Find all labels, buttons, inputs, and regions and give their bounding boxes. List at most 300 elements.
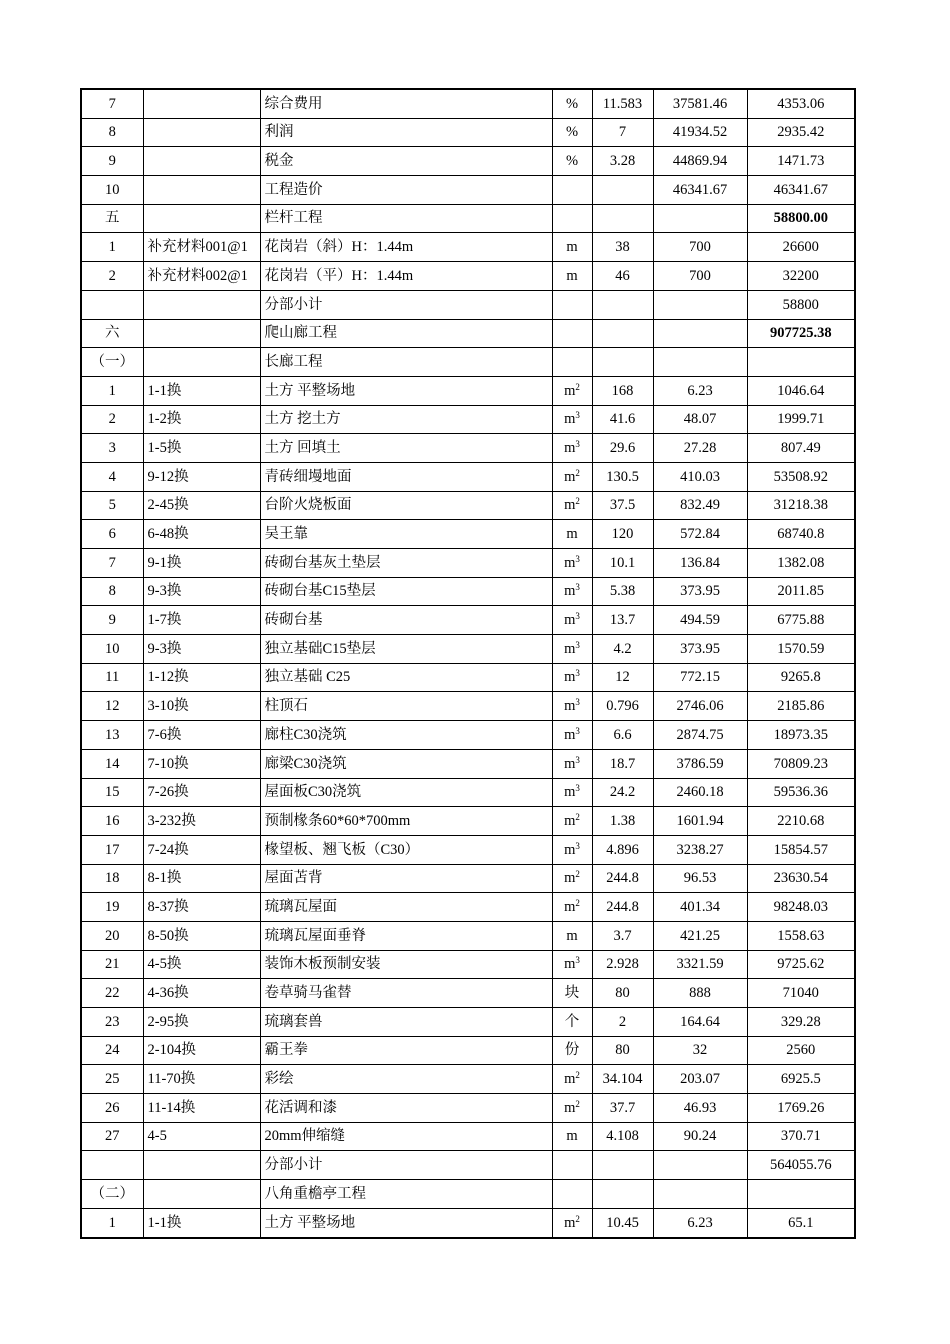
quota-code-cell: [143, 118, 260, 147]
table-row: [81, 462, 855, 491]
quota-code-cell: [143, 89, 260, 118]
quantity-cell: 168: [592, 376, 653, 405]
unit-cell: %: [552, 89, 592, 118]
amount-cell: 2011.85: [747, 577, 855, 606]
amount-cell: 71040: [747, 979, 855, 1008]
item-number-cell: 9: [81, 147, 143, 176]
unit-price-cell: 41934.52: [653, 118, 747, 147]
item-name-cell: 屋面苫背: [260, 864, 552, 893]
quantity-cell: [592, 1180, 653, 1209]
unit-price-cell: 421.25: [653, 921, 747, 950]
table-row: [81, 176, 855, 205]
quota-code-cell: 8-50换: [143, 921, 260, 950]
amount-cell: 1769.26: [747, 1094, 855, 1123]
item-number-cell: 1: [81, 233, 143, 262]
unit-price-cell: 203.07: [653, 1065, 747, 1094]
item-number-cell: 5: [81, 491, 143, 520]
table-row: [81, 376, 855, 405]
item-number-cell: 2: [81, 405, 143, 434]
quota-code-cell: 9-1换: [143, 549, 260, 578]
unit-price-cell: 6.23: [653, 376, 747, 405]
unit-price-cell: 772.15: [653, 663, 747, 692]
item-name-cell: 栏杆工程: [260, 204, 552, 233]
unit-cell: $m^3$: [552, 577, 592, 606]
unit-cell: $m^3$: [552, 405, 592, 434]
amount-cell: 68740.8: [747, 520, 855, 549]
quantity-cell: [592, 1151, 653, 1180]
quota-code-cell: 9-3换: [143, 577, 260, 606]
unit-cell: $m^2$: [552, 376, 592, 405]
quantity-cell: 38: [592, 233, 653, 262]
quantity-cell: 244.8: [592, 893, 653, 922]
quota-code-cell: 7-10换: [143, 749, 260, 778]
unit-price-cell: 136.84: [653, 549, 747, 578]
quantity-cell: 37.7: [592, 1094, 653, 1123]
quota-code-cell: [143, 176, 260, 205]
item-number-cell: 4: [81, 462, 143, 491]
quantity-cell: 0.796: [592, 692, 653, 721]
unit-price-cell: 2746.06: [653, 692, 747, 721]
unit-price-cell: [653, 1151, 747, 1180]
amount-cell: 329.28: [747, 1008, 855, 1037]
quota-code-cell: 补充材料002@1: [143, 262, 260, 291]
quota-code-cell: 9-12换: [143, 462, 260, 491]
item-name-cell: 廊梁C30浇筑: [260, 749, 552, 778]
unit-price-cell: [653, 204, 747, 233]
quota-code-cell: 4-5换: [143, 950, 260, 979]
item-number-cell: （一）: [81, 348, 143, 377]
quota-code-cell: [143, 147, 260, 176]
quota-code-cell: 1-2换: [143, 405, 260, 434]
unit-cell: $m^2$: [552, 462, 592, 491]
table-row: [81, 577, 855, 606]
unit-cell: %: [552, 147, 592, 176]
unit-price-cell: 572.84: [653, 520, 747, 549]
item-number-cell: 9: [81, 606, 143, 635]
item-name-cell: 花岗岩（平）H：1.44m: [260, 262, 552, 291]
amount-cell: 58800: [747, 290, 855, 319]
item-number-cell: 8: [81, 118, 143, 147]
unit-price-cell: 32: [653, 1036, 747, 1065]
item-number-cell: 27: [81, 1122, 143, 1151]
item-number-cell: 13: [81, 721, 143, 750]
item-name-cell: 台阶火烧板面: [260, 491, 552, 520]
item-number-cell: 21: [81, 950, 143, 979]
item-number-cell: 10: [81, 176, 143, 205]
unit-cell: $m^3$: [552, 721, 592, 750]
quantity-cell: 37.5: [592, 491, 653, 520]
unit-cell: $m^3$: [552, 635, 592, 664]
quota-code-cell: 1-1换: [143, 1208, 260, 1237]
quantity-cell: 29.6: [592, 434, 653, 463]
quantity-cell: 5.38: [592, 577, 653, 606]
unit-cell: [552, 319, 592, 348]
item-name-cell: 砖砌台基: [260, 606, 552, 635]
unit-price-cell: 3238.27: [653, 835, 747, 864]
unit-price-cell: [653, 319, 747, 348]
item-name-cell: 琉璃瓦屋面: [260, 893, 552, 922]
item-name-cell: 土方 平整场地: [260, 376, 552, 405]
quantity-cell: [592, 290, 653, 319]
item-number-cell: 24: [81, 1036, 143, 1065]
table-row: [81, 1208, 855, 1237]
quota-code-cell: [143, 1151, 260, 1180]
quota-code-cell: 1-5换: [143, 434, 260, 463]
quota-code-cell: 3-232换: [143, 807, 260, 836]
table-row: [81, 405, 855, 434]
unit-price-cell: 401.34: [653, 893, 747, 922]
quantity-cell: 4.896: [592, 835, 653, 864]
quantity-cell: 18.7: [592, 749, 653, 778]
amount-cell: 98248.03: [747, 893, 855, 922]
table-row: [81, 118, 855, 147]
unit-cell: [552, 348, 592, 377]
quantity-cell: 41.6: [592, 405, 653, 434]
unit-price-cell: [653, 348, 747, 377]
quota-code-cell: 3-10换: [143, 692, 260, 721]
item-number-cell: 15: [81, 778, 143, 807]
unit-price-cell: 3321.59: [653, 950, 747, 979]
unit-price-cell: 373.95: [653, 635, 747, 664]
item-name-cell: 廊柱C30浇筑: [260, 721, 552, 750]
unit-cell: 块: [552, 979, 592, 1008]
amount-cell: 1558.63: [747, 921, 855, 950]
item-name-cell: 吴王靠: [260, 520, 552, 549]
unit-price-cell: 2874.75: [653, 721, 747, 750]
quantity-cell: 34.104: [592, 1065, 653, 1094]
unit-price-cell: 700: [653, 233, 747, 262]
quota-code-cell: [143, 348, 260, 377]
item-name-cell: 花活调和漆: [260, 1094, 552, 1123]
table-row: [81, 549, 855, 578]
quota-code-cell: 11-14换: [143, 1094, 260, 1123]
unit-cell: $m^2$: [552, 1208, 592, 1237]
item-name-cell: 青砖细墁地面: [260, 462, 552, 491]
quota-code-cell: 1-7换: [143, 606, 260, 635]
unit-price-cell: 700: [653, 262, 747, 291]
table-row: [81, 663, 855, 692]
quota-code-cell: 1-1换: [143, 376, 260, 405]
quantity-cell: 13.7: [592, 606, 653, 635]
item-name-cell: 利润: [260, 118, 552, 147]
table-row: [81, 262, 855, 291]
unit-cell: [552, 204, 592, 233]
quota-code-cell: 4-5: [143, 1122, 260, 1151]
quantity-cell: 244.8: [592, 864, 653, 893]
amount-cell: 370.71: [747, 1122, 855, 1151]
item-name-cell: 爬山廊工程: [260, 319, 552, 348]
unit-cell: $m^3$: [552, 549, 592, 578]
table-row: [81, 290, 855, 319]
item-number-cell: [81, 1151, 143, 1180]
item-name-cell: 霸王拳: [260, 1036, 552, 1065]
item-name-cell: 独立基础C15垫层: [260, 635, 552, 664]
amount-cell: 15854.57: [747, 835, 855, 864]
unit-price-cell: 1601.94: [653, 807, 747, 836]
quantity-cell: 1.38: [592, 807, 653, 836]
amount-cell: 1471.73: [747, 147, 855, 176]
item-name-cell: 分部小计: [260, 290, 552, 319]
unit-price-cell: 90.24: [653, 1122, 747, 1151]
unit-price-cell: 494.59: [653, 606, 747, 635]
amount-cell: 9265.8: [747, 663, 855, 692]
quota-code-cell: 1-12换: [143, 663, 260, 692]
item-name-cell: 独立基础 C25: [260, 663, 552, 692]
item-name-cell: 预制椽条60*60*700mm: [260, 807, 552, 836]
table-row: [81, 1151, 855, 1180]
amount-cell: 2560: [747, 1036, 855, 1065]
table-row: [81, 921, 855, 950]
amount-cell: 58800.00: [747, 204, 855, 233]
amount-cell: 907725.38: [747, 319, 855, 348]
item-number-cell: 19: [81, 893, 143, 922]
unit-cell: m: [552, 262, 592, 291]
table-row: [81, 434, 855, 463]
quantity-cell: 2.928: [592, 950, 653, 979]
unit-cell: m: [552, 520, 592, 549]
quota-code-cell: [143, 319, 260, 348]
quantity-cell: 3.28: [592, 147, 653, 176]
quantity-cell: 4.2: [592, 635, 653, 664]
unit-price-cell: 373.95: [653, 577, 747, 606]
unit-price-cell: 164.64: [653, 1008, 747, 1037]
item-number-cell: 7: [81, 89, 143, 118]
table-row: [81, 749, 855, 778]
item-number-cell: 22: [81, 979, 143, 1008]
quota-code-cell: 9-3换: [143, 635, 260, 664]
unit-price-cell: [653, 1180, 747, 1209]
table-row: [81, 893, 855, 922]
unit-cell: $m^2$: [552, 1065, 592, 1094]
unit-price-cell: 2460.18: [653, 778, 747, 807]
item-name-cell: 砖砌台基C15垫层: [260, 577, 552, 606]
item-number-cell: 16: [81, 807, 143, 836]
table-row: [81, 635, 855, 664]
amount-cell: 6925.5: [747, 1065, 855, 1094]
amount-cell: 18973.35: [747, 721, 855, 750]
unit-cell: $m^2$: [552, 491, 592, 520]
unit-cell: [552, 1151, 592, 1180]
amount-cell: [747, 348, 855, 377]
item-name-cell: 琉璃瓦屋面垂脊: [260, 921, 552, 950]
item-name-cell: 20mm伸缩缝: [260, 1122, 552, 1151]
item-number-cell: 17: [81, 835, 143, 864]
quantity-cell: [592, 176, 653, 205]
quota-code-cell: 11-70换: [143, 1065, 260, 1094]
unit-cell: $m^3$: [552, 663, 592, 692]
unit-price-cell: 410.03: [653, 462, 747, 491]
amount-cell: 9725.62: [747, 950, 855, 979]
table-row: [81, 950, 855, 979]
quota-code-cell: [143, 290, 260, 319]
quota-code-cell: 补充材料001@1: [143, 233, 260, 262]
table-row: [81, 520, 855, 549]
quantity-cell: 2: [592, 1008, 653, 1037]
item-number-cell: 23: [81, 1008, 143, 1037]
item-name-cell: 土方 平整场地: [260, 1208, 552, 1237]
item-number-cell: 五: [81, 204, 143, 233]
amount-cell: 6775.88: [747, 606, 855, 635]
unit-price-cell: 888: [653, 979, 747, 1008]
unit-cell: [552, 1180, 592, 1209]
item-number-cell: 14: [81, 749, 143, 778]
quantity-cell: 11.583: [592, 89, 653, 118]
item-number-cell: 7: [81, 549, 143, 578]
item-name-cell: 彩绘: [260, 1065, 552, 1094]
table-row: [81, 1036, 855, 1065]
quantity-cell: [592, 204, 653, 233]
unit-cell: $m^3$: [552, 835, 592, 864]
quota-code-cell: 4-36换: [143, 979, 260, 1008]
table-row: [81, 319, 855, 348]
table-row: [81, 1008, 855, 1037]
item-number-cell: 12: [81, 692, 143, 721]
quantity-cell: 10.1: [592, 549, 653, 578]
item-name-cell: 八角重檐亭工程: [260, 1180, 552, 1209]
unit-cell: $m^3$: [552, 950, 592, 979]
amount-cell: 807.49: [747, 434, 855, 463]
quantity-cell: 12: [592, 663, 653, 692]
quota-code-cell: 7-6换: [143, 721, 260, 750]
unit-cell: $m^2$: [552, 893, 592, 922]
unit-cell: m: [552, 1122, 592, 1151]
unit-cell: $m^2$: [552, 864, 592, 893]
quantity-cell: 24.2: [592, 778, 653, 807]
table-row: [81, 979, 855, 1008]
unit-cell: [552, 176, 592, 205]
item-number-cell: 11: [81, 663, 143, 692]
quota-code-cell: 6-48换: [143, 520, 260, 549]
item-name-cell: 装饰木板预制安装: [260, 950, 552, 979]
item-name-cell: 屋面板C30浇筑: [260, 778, 552, 807]
quantity-cell: [592, 319, 653, 348]
item-name-cell: 砖砌台基灰土垫层: [260, 549, 552, 578]
quota-code-cell: 2-95换: [143, 1008, 260, 1037]
unit-price-cell: 46341.67: [653, 176, 747, 205]
item-name-cell: 长廊工程: [260, 348, 552, 377]
item-number-cell: 1: [81, 1208, 143, 1237]
item-name-cell: 花岗岩（斜）H：1.44m: [260, 233, 552, 262]
item-name-cell: 土方 回填土: [260, 434, 552, 463]
table-row: [81, 778, 855, 807]
quantity-cell: 80: [592, 1036, 653, 1065]
unit-price-cell: 27.28: [653, 434, 747, 463]
item-name-cell: 税金: [260, 147, 552, 176]
item-number-cell: [81, 290, 143, 319]
amount-cell: 1382.08: [747, 549, 855, 578]
quota-code-cell: 8-1换: [143, 864, 260, 893]
unit-price-cell: 37581.46: [653, 89, 747, 118]
unit-cell: $m^2$: [552, 1094, 592, 1123]
item-number-cell: 20: [81, 921, 143, 950]
item-name-cell: 椽望板、翘飞板（C30）: [260, 835, 552, 864]
amount-cell: 70809.23: [747, 749, 855, 778]
quantity-cell: 80: [592, 979, 653, 1008]
quantity-cell: 10.45: [592, 1208, 653, 1237]
amount-cell: 32200: [747, 262, 855, 291]
unit-cell: $m^3$: [552, 692, 592, 721]
table-row: [81, 1094, 855, 1123]
amount-cell: 2935.42: [747, 118, 855, 147]
quota-code-cell: 2-45换: [143, 491, 260, 520]
unit-cell: $m^3$: [552, 434, 592, 463]
quota-code-cell: [143, 1180, 260, 1209]
item-name-cell: 卷草骑马雀替: [260, 979, 552, 1008]
quota-code-cell: 2-104换: [143, 1036, 260, 1065]
table-row: [81, 491, 855, 520]
unit-cell: 个: [552, 1008, 592, 1037]
table-row: [81, 807, 855, 836]
unit-price-cell: 3786.59: [653, 749, 747, 778]
quantity-cell: 130.5: [592, 462, 653, 491]
amount-cell: 26600: [747, 233, 855, 262]
table-row: [81, 1065, 855, 1094]
quantity-cell: [592, 348, 653, 377]
amount-cell: 4353.06: [747, 89, 855, 118]
amount-cell: [747, 1180, 855, 1209]
quantity-cell: 4.108: [592, 1122, 653, 1151]
table-row: [81, 692, 855, 721]
table-row: [81, 606, 855, 635]
table-row: [81, 147, 855, 176]
cost-estimate-table: [80, 88, 856, 1239]
item-name-cell: 土方 挖土方: [260, 405, 552, 434]
unit-price-cell: 6.23: [653, 1208, 747, 1237]
item-name-cell: 柱顶石: [260, 692, 552, 721]
table-row: [81, 89, 855, 118]
item-name-cell: 工程造价: [260, 176, 552, 205]
quantity-cell: 46: [592, 262, 653, 291]
item-number-cell: （二）: [81, 1180, 143, 1209]
table-body: [81, 89, 855, 1238]
item-name-cell: 综合费用: [260, 89, 552, 118]
unit-cell: m: [552, 233, 592, 262]
item-number-cell: 6: [81, 520, 143, 549]
unit-cell: $m^2$: [552, 807, 592, 836]
item-number-cell: 1: [81, 376, 143, 405]
item-number-cell: 8: [81, 577, 143, 606]
quantity-cell: 7: [592, 118, 653, 147]
unit-cell: $m^3$: [552, 778, 592, 807]
unit-price-cell: [653, 290, 747, 319]
quota-code-cell: [143, 204, 260, 233]
table-row: [81, 233, 855, 262]
item-name-cell: 琉璃套兽: [260, 1008, 552, 1037]
unit-cell: %: [552, 118, 592, 147]
item-number-cell: 26: [81, 1094, 143, 1123]
amount-cell: 23630.54: [747, 864, 855, 893]
amount-cell: 1570.59: [747, 635, 855, 664]
table-row: [81, 835, 855, 864]
unit-price-cell: 46.93: [653, 1094, 747, 1123]
item-name-cell: 分部小计: [260, 1151, 552, 1180]
table-row: [81, 721, 855, 750]
quota-code-cell: 7-24换: [143, 835, 260, 864]
unit-price-cell: 48.07: [653, 405, 747, 434]
table-row: [81, 1180, 855, 1209]
amount-cell: 31218.38: [747, 491, 855, 520]
unit-cell: 份: [552, 1036, 592, 1065]
amount-cell: 53508.92: [747, 462, 855, 491]
amount-cell: 59536.36: [747, 778, 855, 807]
unit-price-cell: 96.53: [653, 864, 747, 893]
amount-cell: 1046.64: [747, 376, 855, 405]
item-number-cell: 10: [81, 635, 143, 664]
item-number-cell: 18: [81, 864, 143, 893]
table-row: [81, 348, 855, 377]
table-row: [81, 204, 855, 233]
amount-cell: 65.1: [747, 1208, 855, 1237]
